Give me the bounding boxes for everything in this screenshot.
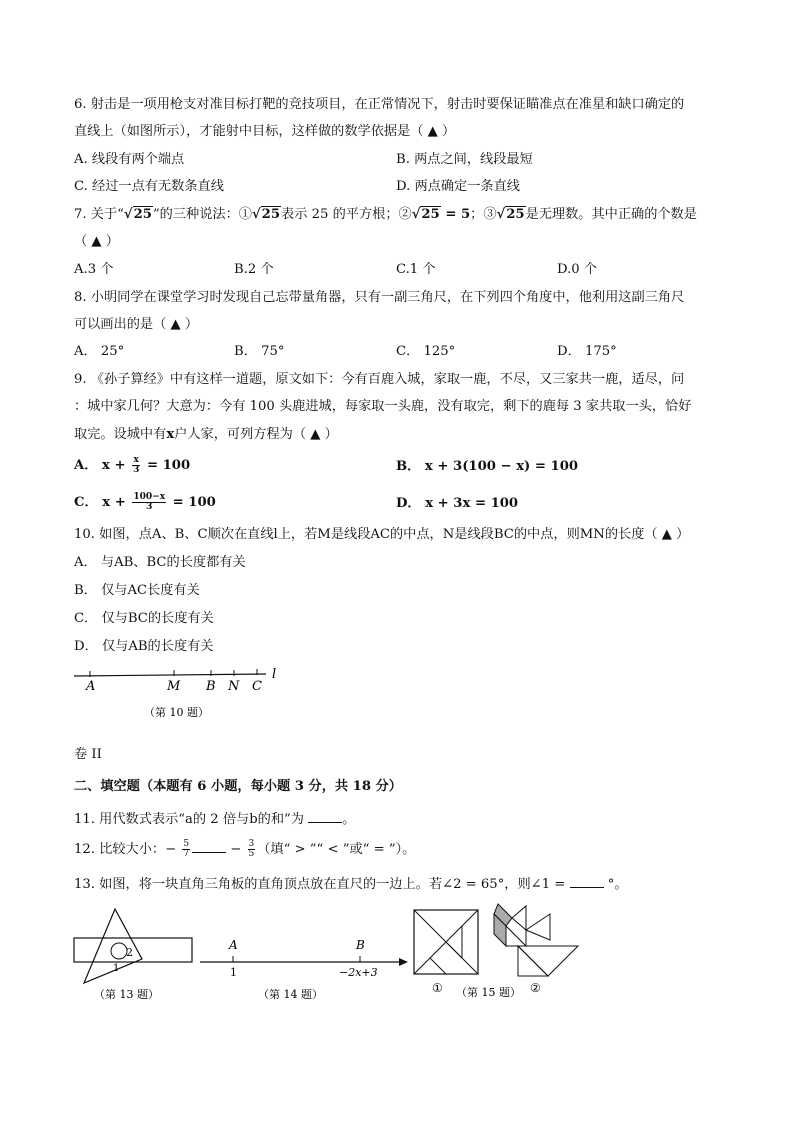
line-l-label: l bbox=[272, 667, 277, 682]
q7-option-c: C.1 个 bbox=[396, 262, 436, 277]
q7-option-a: A.3 个 bbox=[74, 262, 114, 277]
point-a14-label: A bbox=[229, 938, 238, 952]
point-b14-label: B bbox=[356, 938, 365, 952]
point-b14-value: −2x+3 bbox=[339, 966, 378, 979]
fig15-tangram bbox=[410, 900, 586, 1004]
q12-answer-blank bbox=[192, 839, 226, 853]
point-b-label: B bbox=[206, 679, 216, 694]
fig15-marker-2: ② bbox=[530, 981, 541, 995]
q8-stem-line2: 可以画出的是（ ▲ ） bbox=[74, 317, 199, 332]
sqrt-25: √25 bbox=[123, 207, 152, 222]
q10-option-b: B． 仅与AC长度有关 bbox=[74, 583, 200, 598]
q7-stem-line1: 7. 关于“√25”的三种说法：①√25表示 25 的平方根；②√25 = 5；③√25是无理数。其中正确的个数是 bbox=[74, 207, 697, 222]
q7-option-d: D.0 个 bbox=[557, 262, 598, 277]
point-n-label: N bbox=[228, 679, 240, 694]
q8-option-d: D． 175° bbox=[557, 344, 617, 359]
q8-option-c: C． 125° bbox=[396, 344, 456, 359]
q8-option-a: A． 25° bbox=[74, 344, 125, 359]
q12-stem: 12. 比较大小：− $\frac{5}{7}$ − $\frac{3}{5}$ （填“ > ”“ < ”或“ = ”）。 bbox=[74, 839, 416, 859]
section-juan: 卷 II bbox=[74, 747, 102, 762]
q13-answer-blank bbox=[570, 874, 604, 888]
q7-option-b: B.2 个 bbox=[234, 262, 274, 277]
q9-option-d: D． x + 3x = 100 bbox=[396, 496, 519, 511]
point-c-label: C bbox=[252, 679, 262, 694]
fig15-marker-1: ① bbox=[432, 981, 443, 995]
section-title: 二、填空题（本题有 6 小题，每小题 3 分，共 18 分） bbox=[74, 779, 402, 794]
q6-stem-line1: 6. 射击是一项用枪支对准目标打靶的竞技项目，在正常情况下，射击时要保证瞄准点在准星和缺口确定的 bbox=[74, 97, 685, 112]
q6-option-b: B. 两点之间，线段最短 bbox=[396, 152, 533, 167]
q10-figure-line bbox=[70, 662, 290, 724]
point-a-label: A bbox=[86, 679, 96, 694]
q9-stem-line2: ：城中家几何？大意为：今有 100 头鹿进城，每家取一头鹿，没有取完，剩下的鹿每 3 家共取一头，恰好 bbox=[74, 399, 692, 414]
fig15-caption: （第 15 题） bbox=[456, 986, 521, 999]
q10-caption: （第 10 题） bbox=[144, 706, 209, 719]
q13-stem: 13. 如图，将一块直角三角板的直角顶点放在直尺的一边上。若∠2 = 65°，则∠1 = °。 bbox=[74, 874, 628, 894]
fig14-number-line bbox=[196, 934, 412, 1004]
q6-option-a: A. 线段有两个端点 bbox=[74, 152, 185, 167]
q6-option-c: C. 经过一点有无数条直线 bbox=[74, 179, 224, 194]
q7-stem-line2: （ ▲ ） bbox=[74, 234, 119, 249]
point-m-label: M bbox=[167, 679, 181, 694]
q8-option-b: B． 75° bbox=[234, 344, 285, 359]
q11-answer-blank bbox=[308, 809, 342, 823]
fig13-ruler-triangle bbox=[72, 905, 198, 1005]
q9-stem-line1: 9. 《孙子算经》中有这样一道题，原文如下：今有百鹿入城，家取一鹿，不尽，又三家共一鹿，适尽，问 bbox=[74, 372, 685, 387]
q8-stem-line1: 8. 小明同学在课堂学习时发现自己忘带量角器，只有一副三角尺，在下列四个角度中，他利用这副三角尺 bbox=[74, 290, 685, 305]
q6-stem-line2: 直线上（如图所示），才能射中目标，这样做的数学依据是（ ▲ ） bbox=[74, 124, 456, 139]
q10-option-d: D． 仅与AB的长度有关 bbox=[74, 639, 214, 654]
fig13-caption: （第 13 题） bbox=[94, 988, 159, 1001]
q9-stem-line3: 取完。设城中有x户人家，可列方程为（ ▲ ） bbox=[74, 427, 338, 442]
q9-option-b: B． x + 3(100 − x) = 100 bbox=[396, 459, 579, 474]
q9-option-a: A． x + $\frac{x}{3}$ = 100 bbox=[74, 455, 191, 475]
q9-option-c: C． x + $\frac{100-x}{3}$ = 100 bbox=[74, 492, 216, 512]
angle-2-label: 2 bbox=[126, 946, 133, 959]
q10-option-c: C． 仅与BC的长度有关 bbox=[74, 611, 214, 626]
q10-stem: 10. 如图，点A、B、C顺次在直线l上，若M是线段AC的中点，N是线段BC的中点，则MN的长度（ ▲ ） bbox=[74, 527, 690, 542]
q6-option-d: D. 两点确定一条直线 bbox=[396, 179, 520, 194]
fig14-caption: （第 14 题） bbox=[258, 988, 323, 1001]
q10-option-a: A． 与AB、BC的长度都有关 bbox=[74, 555, 246, 570]
point-a14-value: 1 bbox=[230, 966, 237, 979]
angle-1-label: 1 bbox=[113, 963, 120, 974]
q11-stem: 11. 用代数式表示“a的 2 倍与b的和”为 。 bbox=[74, 809, 355, 829]
